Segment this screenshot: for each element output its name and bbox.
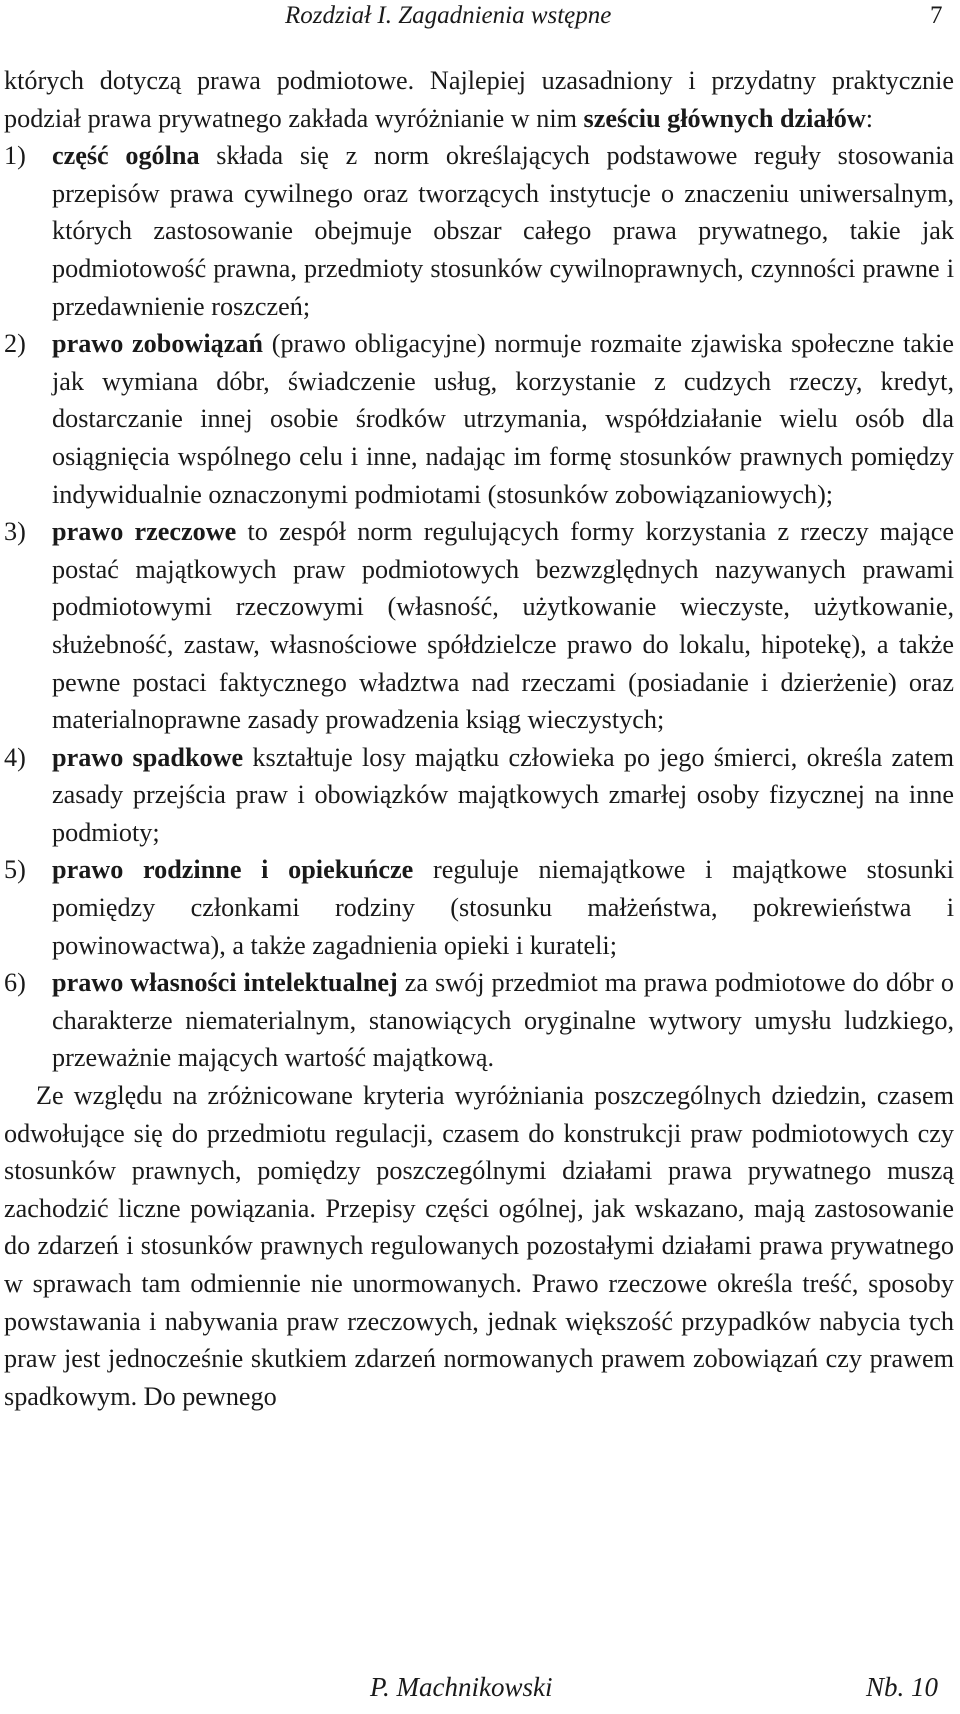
list-item bbox=[4, 137, 954, 325]
list-item-term: prawo własności intelektualnej bbox=[52, 968, 398, 998]
chapter-title: Rozdział I. Zagadnienia wstępne bbox=[285, 2, 612, 29]
running-head bbox=[0, 0, 960, 40]
page-footer bbox=[0, 1668, 960, 1708]
list-item-text: reguluje niemajątkowe i majątkowe stosunki pomiędzy członkami rodziny (stosunku małżeństwa, pokrewieństwa i powinowactwa), a także zagadnienia opieki i kurateli; bbox=[52, 855, 954, 960]
list-item-number: 3) bbox=[4, 517, 26, 547]
intro-emphasis: sześciu głównych działów bbox=[583, 103, 866, 133]
intro-text: których dotyczą prawa podmiotowe. Najlepiej uzasadniony i przydatny praktycznie podział prawa prywatnego zakłada wyróżnianie w nim bbox=[4, 66, 954, 133]
body-text bbox=[4, 62, 954, 1415]
list-item bbox=[4, 739, 954, 852]
list-item-number: 2) bbox=[4, 329, 26, 359]
list-item-number: 6) bbox=[4, 968, 26, 998]
list-item bbox=[4, 851, 954, 964]
list-item-text: za swój przedmiot ma prawa podmiotowe do dóbr o charakterze niematerialnym, stanowiących oryginalne wytwory umysłu ludzkiego, przeważnie mających wartość majątkową. bbox=[52, 968, 955, 1073]
list-item-text: składa się z norm określających podstawowe reguły stosowania przepisów prawa cywilnego oraz tworzących instytucje o znaczeniu uniwersalnym, których zastosowanie obejmuje obszar całego prawa prywatnego, takie jak podmiotowość prawna, przedmioty stosunków cywilnoprawnych, czynności prawne i przedawnienie roszczeń; bbox=[52, 141, 954, 321]
list-item bbox=[4, 513, 954, 739]
list-item-text: (prawo obligacyjne) normuje rozmaite zjawiska społeczne takie jak wymiana dóbr, świadczenie usług, korzystanie z cudzych rzeczy, kredyt, dostarczanie innej osobie środków utrzymania, współdziałanie wielu osób dla osiągnięcia wspólnego celu i inne, nadając im formę stosunków prawnych pomiędzy indywidualnie oznaczonymi podmiotami (stosunków zobowiązaniowych); bbox=[52, 329, 954, 509]
closing-paragraph: Ze względu na zróżnicowane kryteria wyróżniania poszczególnych dziedzin, czasem odwołujące się do przedmiotu regulacji, czasem do konstrukcji praw podmiotowych czy stosunków prawnych, pomiędzy poszczególnymi działami prawa prywatnego muszą zachodzić liczne powiązania. Przepisy części ogólnej, jak wskazano, mają zastosowanie do zdarzeń i stosunków prawnych regulowanych pozostałymi działami prawa prywatnego w sprawach tam odmiennie nie unormowanych. Prawo rzeczowe określa treść, sposoby powstawania i nabywania praw rzeczowych, jednak większość przypadków nabycia tych praw jest jednocześnie skutkiem zdarzeń normowanych prawem zobowiązań czy prawem spadkowym. Do pewnego bbox=[4, 1081, 954, 1411]
list-item-text: to zespół norm regulujących formy korzystania z rzeczy mające postać majątkowych praw podmiotowych bezwzględnych nazywanych prawami podmiotowymi rzeczowymi (własność, użytkowanie wieczyste, użytkowanie, służebność, zastaw, własnościowe spółdzielcze prawo do lokalu, hipotekę), a także pewne postaci faktycznego władztwa nad rzeczami (posiadanie i dzierżenie) oraz materialnoprawne zasady prowadzenia ksiąg wieczystych; bbox=[52, 517, 954, 735]
list-item-term: część ogólna bbox=[52, 141, 200, 171]
list-item bbox=[4, 964, 954, 1077]
list-item-term: prawo rzeczowe bbox=[52, 517, 237, 547]
list-item bbox=[4, 325, 954, 513]
page-number: 7 bbox=[930, 2, 943, 29]
list-item-number: 5) bbox=[4, 855, 26, 885]
list-item-number: 1) bbox=[4, 141, 26, 171]
list-item-term: prawo spadkowe bbox=[52, 742, 244, 772]
footer-author: P. Machnikowski bbox=[370, 1672, 553, 1702]
list-item-number: 4) bbox=[4, 742, 26, 772]
footer-margin-number: Nb. 10 bbox=[866, 1672, 939, 1702]
list-item-term: prawo rodzinne i opiekuńcze bbox=[52, 855, 414, 885]
intro-tail: : bbox=[865, 103, 874, 133]
divisions-list bbox=[4, 137, 954, 1077]
intro-paragraph bbox=[4, 62, 954, 137]
list-item-text: kształtuje losy majątku człowieka po jego śmierci, określa zatem zasady przejścia praw i obowiązków majątkowych zmarłej osoby fizycznej na inne podmioty; bbox=[52, 742, 954, 847]
list-item-term: prawo zobowiązań bbox=[52, 329, 263, 359]
